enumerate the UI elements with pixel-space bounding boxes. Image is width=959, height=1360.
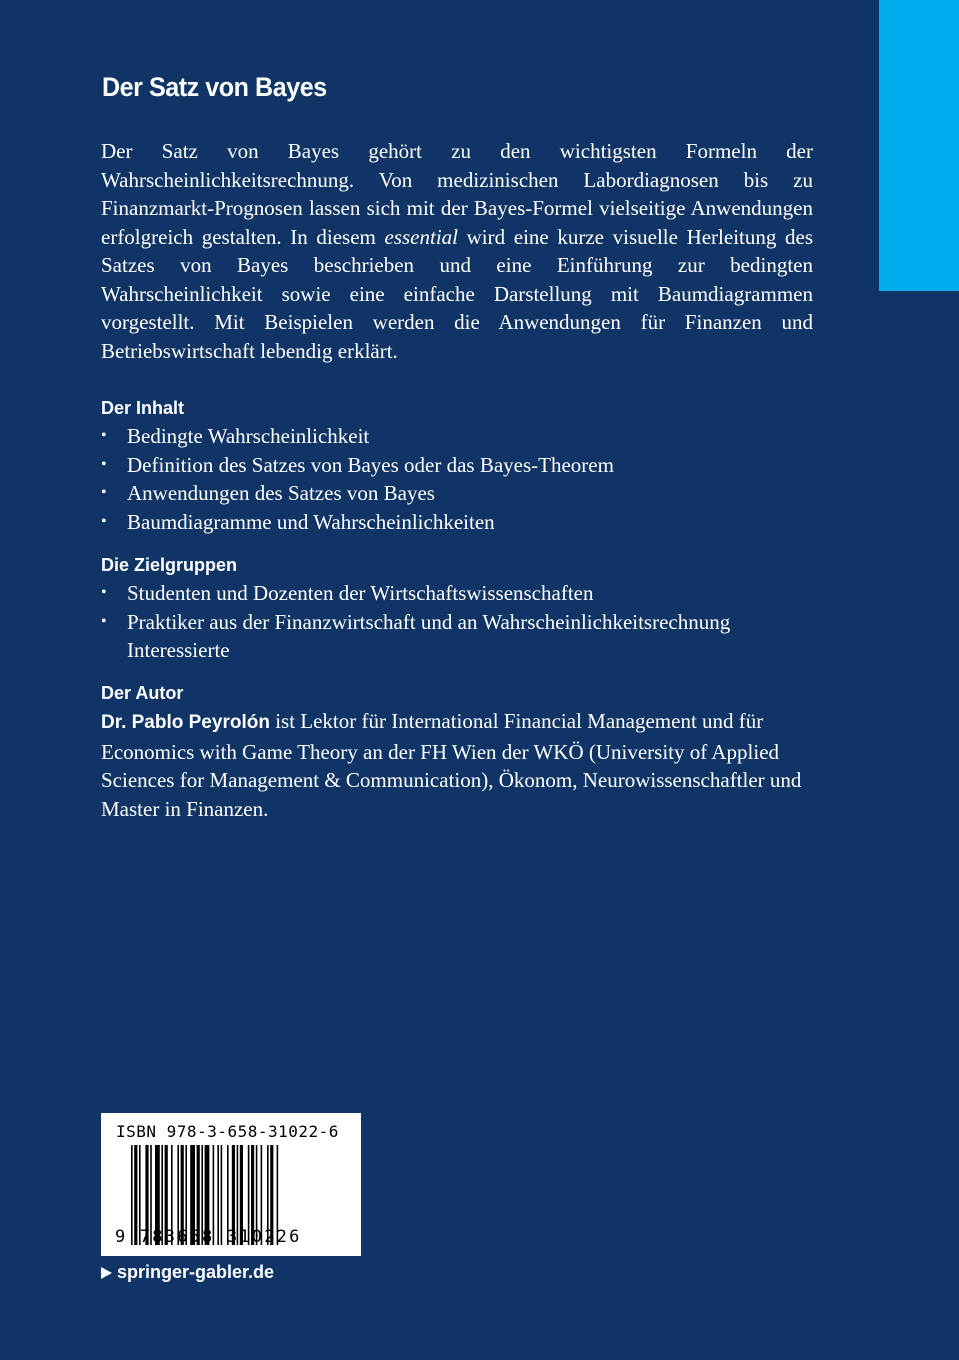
- contents-list: [101, 422, 813, 536]
- list-item: • Praktiker aus der Finanzwirtschaft und an Wahrscheinlichkeitsrechnung Interessierte: [101, 608, 813, 665]
- barcode-digits: 9 783658 310226: [115, 1227, 302, 1247]
- description-text-2: wird eine kurze visuelle Herleitung des Satzes von Bayes beschrieben und eine Einführung zur bedingten Wahrscheinlichkeit sowie eine einfache Darstellung mit Baumdiagrammen vorgestellt. Mit Beispielen werden die Anwendungen für Finanzen und Betriebswirtschaft lebendig erklärt.: [101, 224, 813, 363]
- isbn-barcode: [101, 1113, 361, 1256]
- author-name: Dr. Pablo Peyrolón: [101, 712, 270, 733]
- list-item: • Studenten und Dozenten der Wirtschaftswissenschaften: [101, 579, 813, 608]
- list-item: • Bedingte Wahrscheinlichkeit: [101, 422, 813, 451]
- list-item: • Definition des Satzes von Bayes oder das Bayes-Theorem: [101, 451, 813, 480]
- isbn-label: ISBN 978-3-658-31022-6: [116, 1122, 339, 1141]
- audience-heading: Die Zielgruppen: [101, 555, 238, 575]
- list-item: • Anwendungen des Satzes von Bayes: [101, 479, 813, 508]
- description-emphasis: essential: [384, 224, 458, 249]
- website-label: springer-gabler.de: [117, 1262, 275, 1282]
- author-bio: ist Lektor für International Financial Management und für Economics with Game Theory an der FH Wien der WKÖ (University of Applied Sciences for Management & Communication), Ökonom, Neurowissenschaftler und Master in Finanzen.: [101, 709, 802, 821]
- description-paragraph: [101, 137, 813, 365]
- list-item: • Baumdiagramme und Wahrscheinlichkeiten: [101, 508, 813, 537]
- accent-bar: [879, 0, 959, 291]
- description-text-1: Der Satz von Bayes gehört zu den wichtigsten Formeln der Wahrscheinlichkeitsrechnung. Von medizinischen Labordiagnosen bis zu Finanzmarkt-Prognosen lassen sich mit der Bayes-Formel vielseitige Anwendungen erfolgreich gestalten. In diesem: [101, 139, 813, 249]
- author-paragraph: [101, 707, 813, 823]
- book-title: Der Satz von Bayes: [102, 72, 327, 102]
- author-heading: Der Autor: [101, 683, 184, 703]
- arrow-right-icon: [101, 1267, 112, 1279]
- contents-heading: Der Inhalt: [101, 398, 185, 418]
- audience-list: [101, 579, 813, 665]
- website-link[interactable]: [101, 1262, 274, 1283]
